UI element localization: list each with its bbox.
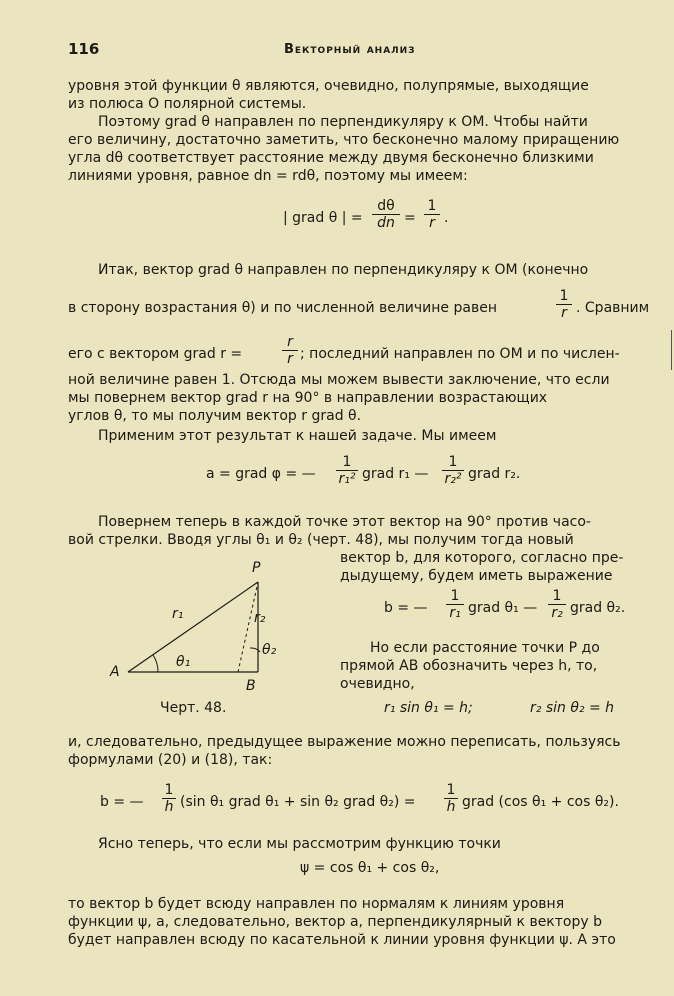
formula-text: . [444, 210, 449, 226]
denominator: h [162, 798, 176, 815]
formula-text: | grad θ | = [283, 210, 363, 226]
denominator: r₂² [442, 470, 464, 487]
numerator: 1 [164, 782, 174, 798]
label-theta1: θ₁ [176, 654, 191, 670]
fraction [162, 782, 176, 815]
text-line: то вектор b будет всюду направлен по нормалям к линиям уровня [68, 896, 565, 912]
fraction [442, 454, 464, 487]
label-point-p: P [252, 560, 261, 576]
label-point-a: A [110, 664, 120, 680]
formula-text: ψ = cos θ₁ + cos θ₂, [300, 860, 440, 876]
numerator: dθ [377, 198, 395, 214]
text-line: из полюса O полярной системы. [68, 96, 307, 112]
text-line: . Сравним [576, 300, 650, 316]
formula-text: a = grad φ = — [206, 466, 316, 482]
text-line: формулами (20) и (18), так: [68, 752, 273, 768]
denominator: r₁ [446, 604, 464, 621]
text-line: его с вектором grad r = [68, 346, 243, 362]
text-line: ; последний направлен по OM и по числен- [300, 346, 620, 362]
numerator: r [287, 334, 293, 350]
formula-text: b = — [384, 600, 428, 616]
numerator: 1 [342, 454, 352, 470]
formula-text: r₂ sin θ₂ = h [530, 700, 615, 716]
label-r1: r₁ [172, 606, 184, 622]
text-line: ной величине равен 1. Отсюда мы можем вывести заключение, что если [68, 372, 610, 388]
text-line: Применим этот результат к нашей задаче. Мы имеем [98, 428, 497, 444]
formula-text: grad (cos θ₁ + cos θ₂). [462, 794, 619, 810]
text-line: и, следовательно, предыдущее выражение можно переписать, пользуясь [68, 734, 621, 750]
text-line: функции ψ, а, следовательно, вектор a, перпендикулярный к вектору b [68, 914, 602, 930]
formula-text: grad θ₁ — [468, 600, 538, 616]
fraction [372, 198, 400, 231]
denominator: h [444, 798, 458, 815]
formula-text: grad r₂. [468, 466, 521, 482]
text-line: прямой AB обозначить через h, то, [340, 658, 598, 674]
numerator: 1 [448, 454, 458, 470]
text-line: Повернем теперь в каждой точке этот вектор на 90° против часо- [98, 514, 591, 530]
denominator: dn [372, 214, 400, 231]
formula-text: (sin θ₁ grad θ₁ + sin θ₂ grad θ₂) = [180, 794, 416, 810]
formula-text: b = — [100, 794, 144, 810]
text-line: его величину, достаточно заметить, что бесконечно малому приращению [68, 132, 620, 148]
text-line: Поэтому grad θ направлен по перпендикуляру к OM. Чтобы найти [98, 114, 588, 130]
text-line: вектор b, для которого, согласно пре- [340, 550, 624, 566]
numerator: 1 [559, 288, 569, 304]
denominator: r₁² [336, 470, 358, 487]
fraction [282, 334, 298, 367]
text-line: Ясно теперь, что если мы рассмотрим функцию точки [98, 836, 501, 852]
formula-text: grad θ₂. [570, 600, 626, 616]
fraction [424, 198, 440, 231]
text-line: линиями уровня, равное dn = rdθ, поэтому мы имеем: [68, 168, 468, 184]
text-line: уровня этой функции θ являются, очевидно, полупрямые, выходящие [68, 78, 589, 94]
text-line: в сторону возрастания θ) и по численной величине равен [68, 300, 497, 316]
denominator: r [556, 304, 572, 321]
fraction [556, 288, 572, 321]
fraction [336, 454, 358, 487]
denominator: r [424, 214, 440, 231]
text-line: Итак, вектор grad θ направлен по перпендикуляру к OM (конечно [98, 262, 589, 278]
denominator: r₂ [548, 604, 566, 621]
label-point-b: B [246, 678, 256, 694]
fraction [444, 782, 458, 815]
numerator: 1 [446, 782, 456, 798]
text-line: углов θ, то мы получим вектор r grad θ. [68, 408, 362, 424]
text-line: дыдущему, будем иметь выражение [340, 568, 613, 584]
text-line: угла dθ соответствует расстояние между двумя бесконечно близкими [68, 150, 594, 166]
numerator: 1 [552, 588, 562, 604]
margin-line [671, 330, 672, 370]
label-theta2: θ₂ [262, 642, 277, 658]
formula-text: = [404, 210, 416, 226]
figure-caption: Черт. 48. [160, 700, 227, 716]
fraction [446, 588, 464, 621]
formula-text: grad r₁ — [362, 466, 429, 482]
text-line: вой стрелки. Вводя углы θ₁ и θ₂ (черт. 48), мы получим тогда новый [68, 532, 574, 548]
denominator: r [282, 350, 298, 367]
text-line: будет направлен всюду по касательной к линии уровня функции ψ. А это [68, 932, 616, 948]
text-line: Но если расстояние точки P до [370, 640, 600, 656]
triangle-figure [108, 560, 308, 690]
numerator: 1 [427, 198, 437, 214]
fraction [548, 588, 566, 621]
running-title: Векторный анализ [284, 42, 416, 57]
numerator: 1 [450, 588, 460, 604]
text-line: мы повернем вектор grad r на 90° в направлении возрастающих [68, 390, 548, 406]
label-r2: r₂ [254, 610, 266, 626]
page-number: 116 [68, 40, 100, 58]
formula-text: r₁ sin θ₁ = h; [384, 700, 473, 716]
text-line: очевидно, [340, 676, 415, 692]
